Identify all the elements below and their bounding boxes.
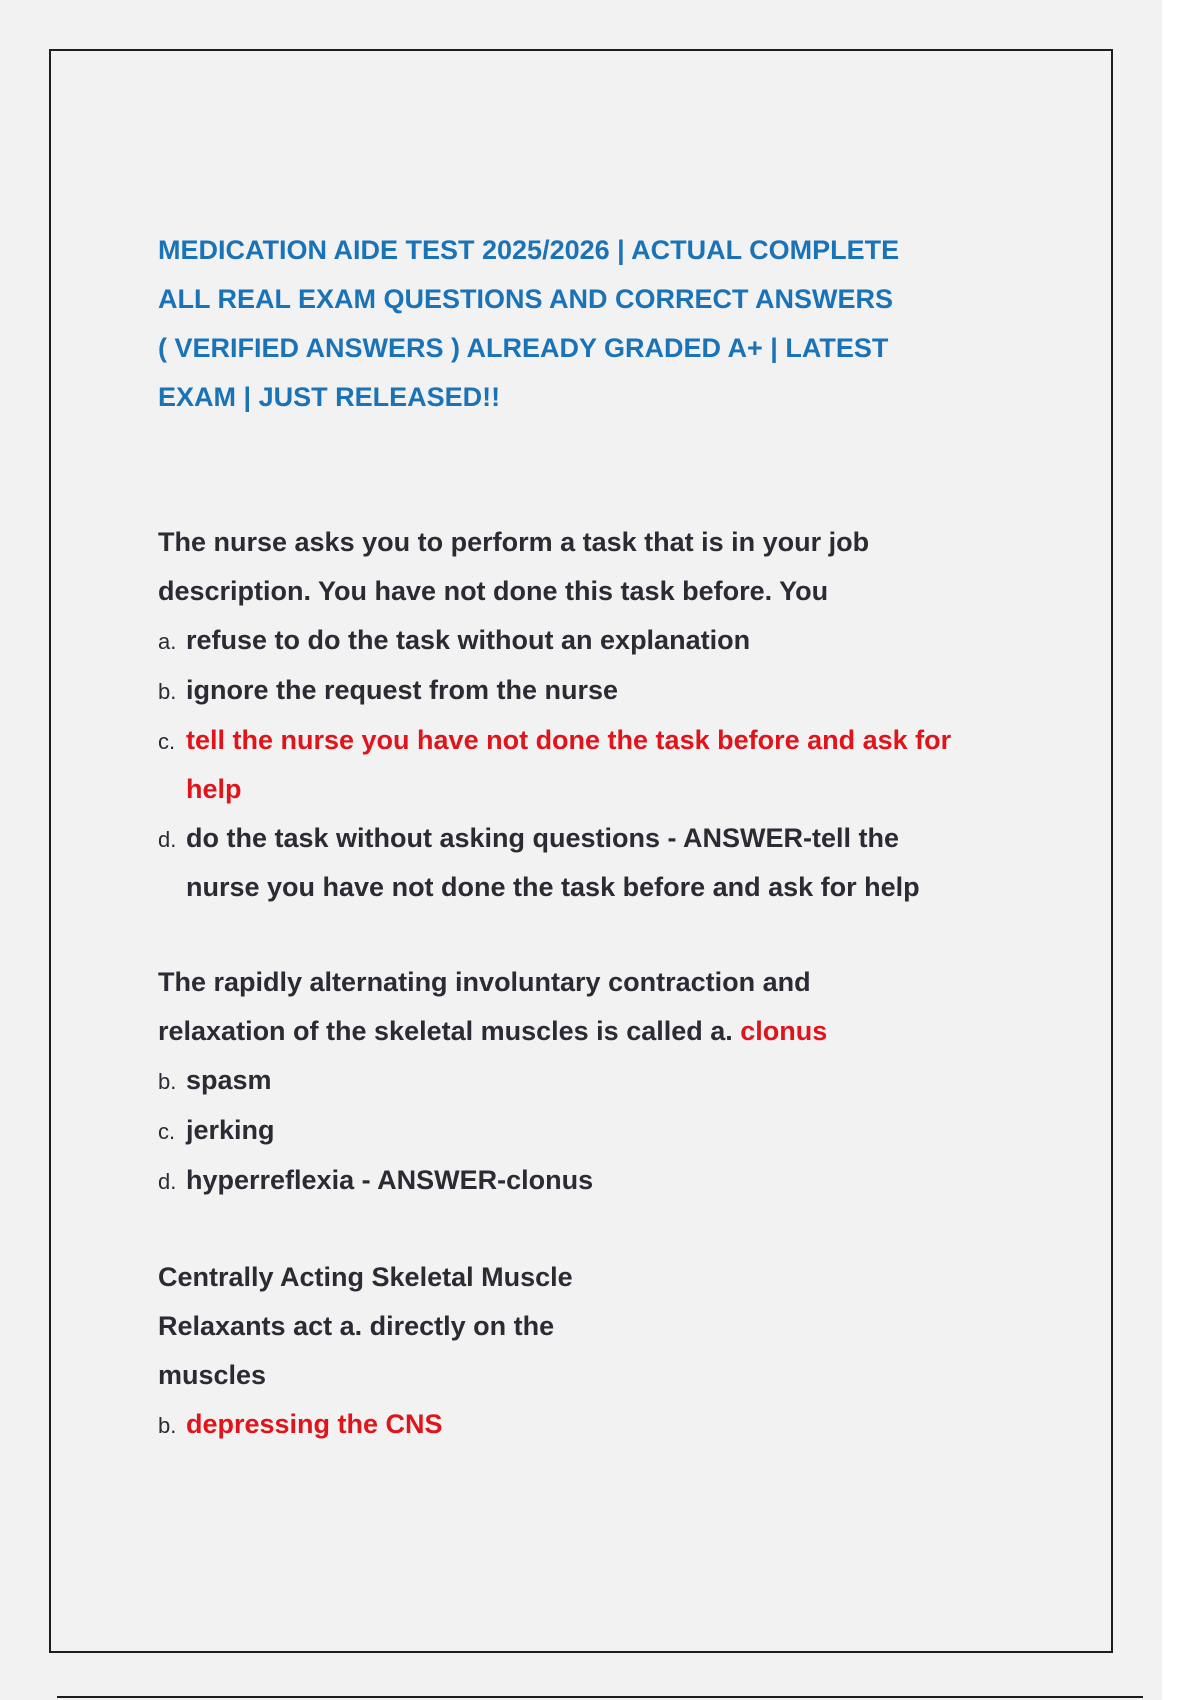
title-line: ( VERIFIED ANSWERS ) ALREADY GRADED A+ | LATEST <box>158 333 889 363</box>
question-stem-line: The nurse asks you to perform a task that is in your job <box>158 527 870 557</box>
question-stem-line: Centrally Acting Skeletal Muscle <box>158 1262 573 1292</box>
option-letter: b. <box>158 679 177 704</box>
question-1 <box>158 518 1018 912</box>
question-stem-line: Relaxants act a. directly on the <box>158 1311 555 1341</box>
option-letter: c. <box>158 1119 176 1144</box>
option-text-line: nurse you have not done the task before and ask for help <box>186 872 920 902</box>
title-line: ALL REAL EXAM QUESTIONS AND CORRECT ANSWERS <box>158 284 894 314</box>
option-text: spasm <box>186 1065 272 1095</box>
document-title <box>158 226 1018 422</box>
title-line: EXAM | JUST RELEASED!! <box>158 382 501 412</box>
option-text: refuse to do the task without an explanation <box>186 625 751 655</box>
option-d <box>158 1156 1018 1206</box>
question-stem-line: muscles <box>158 1360 267 1390</box>
option-letter: c. <box>158 729 176 754</box>
option-letter: b. <box>158 1069 177 1094</box>
question-3 <box>158 1253 1018 1450</box>
option-text-line: do the task without asking questions - ANSWER-tell the <box>186 823 900 853</box>
option-text: jerking <box>186 1115 275 1145</box>
option-b <box>158 666 1018 716</box>
option-letter: d. <box>158 1169 177 1194</box>
option-b <box>158 1056 1018 1106</box>
title-line: MEDICATION AIDE TEST 2025/2026 | ACTUAL COMPLETE <box>158 235 900 265</box>
stem-text: relaxation of the skeletal muscles is called a. <box>158 1016 733 1046</box>
option-c <box>158 1106 1018 1156</box>
question-2 <box>158 958 1018 1206</box>
option-letter: d. <box>158 827 177 852</box>
option-a <box>158 616 1018 666</box>
page-margin-strip <box>1162 0 1200 1700</box>
question-stem-line: The rapidly alternating involuntary contraction and <box>158 967 811 997</box>
option-letter: a. <box>158 629 177 654</box>
option-c-correct <box>158 716 1018 814</box>
option-text <box>186 814 920 912</box>
option-text-line: tell the nurse you have not done the task before and ask for <box>186 725 952 755</box>
next-page-top-edge <box>57 1696 1143 1698</box>
option-letter: b. <box>158 1413 177 1438</box>
option-text: ignore the request from the nurse <box>186 675 619 705</box>
option-text-line: help <box>186 774 242 804</box>
question-stem-line <box>158 1007 1018 1056</box>
option-b-correct <box>158 1400 1018 1450</box>
question-stem-line: description. You have not done this task before. You <box>158 576 829 606</box>
option-d <box>158 814 1018 912</box>
correct-option-text <box>186 716 951 814</box>
correct-answer-inline: clonus <box>740 1016 828 1046</box>
correct-option-text: depressing the CNS <box>186 1409 443 1439</box>
option-text: hyperreflexia - ANSWER-clonus <box>186 1165 594 1195</box>
